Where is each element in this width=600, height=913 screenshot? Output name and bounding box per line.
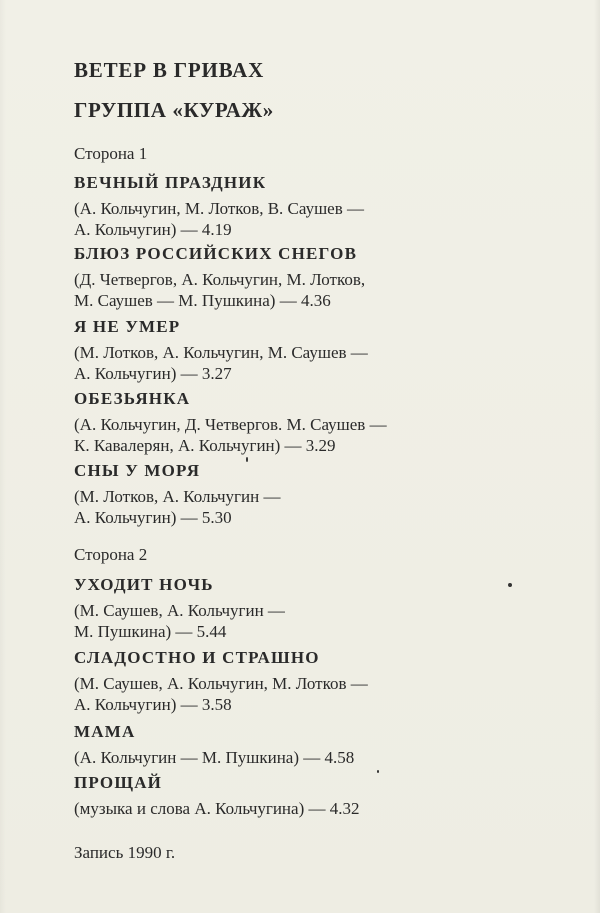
track-credit-line: (М. Лотков, А. Кольчугин, М. Саушев — xyxy=(74,343,368,362)
track-title: Я НЕ УМЕР xyxy=(74,317,181,336)
side-1-label: Сторона 1 xyxy=(74,144,148,163)
track-title: БЛЮЗ РОССИЙСКИХ СНЕГОВ xyxy=(74,244,358,263)
track-title: СЛАДОСТНО И СТРАШНО xyxy=(74,648,320,667)
track-credit-line: (А. Кольчугин, Д. Четвергов. М. Саушев — xyxy=(74,415,387,434)
track-title: ОБЕЗЬЯНКА xyxy=(74,389,191,408)
track-credit-line: (А. Кольчугин, М. Лотков, В. Саушев — xyxy=(74,199,364,218)
track-title: МАМА xyxy=(74,722,136,741)
track-2-3 xyxy=(74,723,554,768)
track-title: ВЕЧНЫЙ ПРАЗДНИК xyxy=(74,173,267,192)
track-title: ПРОЩАЙ xyxy=(74,773,163,792)
recording-year: Запись 1990 г. xyxy=(74,843,176,862)
track-credit-line: (М. Саушев, А. Кольчугин, М. Лотков — xyxy=(74,674,368,693)
track-credit-line: А. Кольчугин) — 3.27 xyxy=(74,364,232,383)
print-speck xyxy=(508,583,512,587)
side-2-label: Сторона 2 xyxy=(74,545,148,564)
track-credit-line: А. Кольчугин) — 4.19 xyxy=(74,220,232,239)
track-credit-line: А. Кольчугин) — 3.58 xyxy=(74,695,232,714)
track-2-4 xyxy=(74,774,554,819)
track-credit-line: А. Кольчугин) — 5.30 xyxy=(74,508,232,527)
track-1-3 xyxy=(74,318,554,384)
track-2-2 xyxy=(74,649,554,715)
track-2-1 xyxy=(74,576,554,642)
track-credit-line: (музыка и слова А. Кольчугина) — 4.32 xyxy=(74,799,360,818)
track-credit-line: (А. Кольчугин — М. Пушкина) — 4.58 xyxy=(74,748,355,767)
track-title: УХОДИТ НОЧЬ xyxy=(74,575,214,594)
track-credit-line: (Д. Четвергов, А. Кольчугин, М. Лотков, xyxy=(74,270,366,289)
print-speck xyxy=(246,457,248,462)
track-credit-line: М. Саушев — М. Пушкина) — 4.36 xyxy=(74,291,331,310)
album-title: ВЕТЕР В ГРИВАХ xyxy=(74,58,265,82)
track-1-1 xyxy=(74,174,554,240)
print-speck xyxy=(377,770,379,773)
track-credit-line: М. Пушкина) — 5.44 xyxy=(74,622,227,641)
track-credit-line: (М. Лотков, А. Кольчугин — xyxy=(74,487,281,506)
track-1-5 xyxy=(74,462,554,528)
artist-name: ГРУППА «КУРАЖ» xyxy=(74,98,274,122)
track-credit-line: (М. Саушев, А. Кольчугин — xyxy=(74,601,285,620)
track-credit-line: К. Кавалерян, А. Кольчугин) — 3.29 xyxy=(74,436,336,455)
track-1-2 xyxy=(74,245,554,311)
track-title: СНЫ У МОРЯ xyxy=(74,461,201,480)
track-1-4 xyxy=(74,390,554,456)
